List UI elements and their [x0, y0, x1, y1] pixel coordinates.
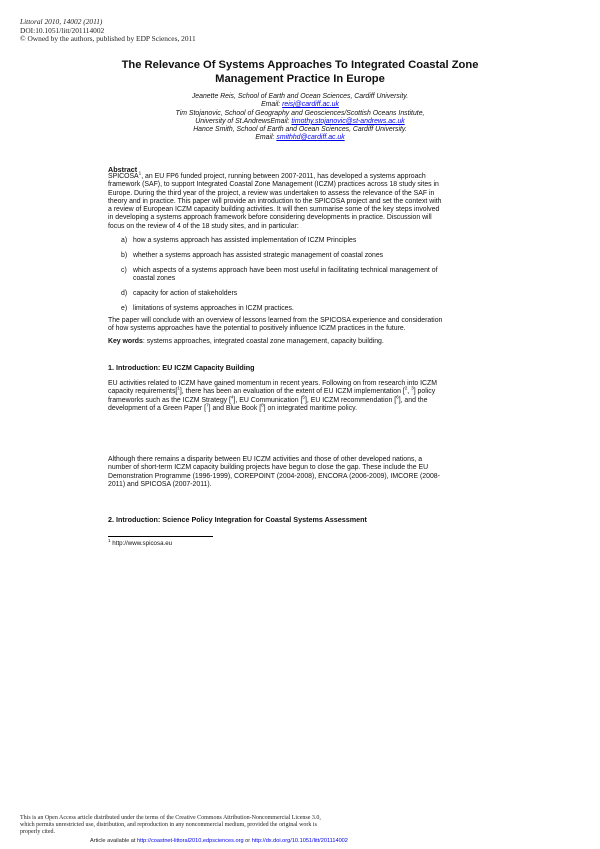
text-span: frameworks such as the ICZM Strategy [ — [108, 396, 231, 404]
text-span: ] and Blue Book [ — [208, 404, 262, 412]
list-text: whether a systems approach has assisted strategic management of coastal zones — [133, 252, 384, 259]
text-line: focus on the review of 4 of the 18 study sites, and in particular: — [108, 222, 299, 230]
text-line: Demonstration Programme (1996-1999), COREPOINT (2004-2008), ENCORA (2006-2009), IMCORE (2008- — [108, 472, 440, 480]
article-link-separator: or — [243, 838, 252, 844]
reference-marker[interactable]: 8 — [261, 402, 264, 408]
copyright-line: © Owned by the authors, published by EDP Sciences, 2011 — [20, 34, 196, 44]
text-line — [108, 394, 494, 405]
list-label: a) — [121, 237, 128, 244]
text-line: Although there remains a disparity between EU ICZM activities and those of other developed nations, a — [108, 456, 423, 463]
license-line: This is an Open Access article distributed under the terms of the Creative Commons Attribution-Noncommercial License 3.0, — [20, 815, 321, 821]
text-line: Europe. During the third year of the project, a review was undertaken to assess the relevance of the SAF in — [108, 189, 435, 197]
footnote — [108, 537, 173, 547]
abstract-heading: Abstract — [108, 165, 138, 174]
text-line — [108, 388, 494, 396]
list-label: d) — [121, 290, 128, 297]
list-text: capacity for action of stakeholders — [133, 290, 238, 297]
email-label: Email: — [261, 101, 283, 109]
email-label: Email: — [255, 134, 277, 142]
article-link-1[interactable]: http://coastnet-littoral2010.edpsciences.org — [136, 838, 244, 844]
license-notice — [20, 815, 400, 837]
reference-marker[interactable]: 2 — [404, 386, 408, 391]
author-1-email-line — [60, 101, 540, 109]
abstract-paragraph-2 — [108, 317, 494, 334]
text-span: , — [407, 388, 412, 396]
list-text: which aspects of a systems approach have been most useful in facilitating technical management of — [133, 267, 438, 274]
list-text: limitations of systems approaches in ICZM practices. — [133, 305, 294, 312]
list-label: b) — [121, 252, 128, 259]
author-3-email-link[interactable]: smithhd@cardiff.ac.uk — [276, 134, 345, 142]
section-2-heading: 2. Introduction: Science Policy Integration for Coastal Systems Assessment — [108, 515, 367, 524]
text-line: number of short-term ICZM capacity building projects have begun to close the gap. These include the EU — [108, 464, 429, 472]
text-line: framework (SAF), to support Integrated Coastal Zone Management (ICZM) practices across 18 study sites in — [108, 181, 439, 189]
footnote-url[interactable]: http://www.spicosa.eu — [110, 540, 173, 547]
text-span: capacity requirements[ — [108, 388, 178, 396]
reference-marker[interactable]: 7 — [206, 402, 209, 408]
reference-marker[interactable]: 3 — [411, 386, 414, 391]
abstract-paragraph-1 — [108, 170, 494, 231]
section-1-paragraph-2 — [108, 456, 494, 489]
article-link-prefix: Article available at — [90, 838, 137, 844]
list-text-continued: coastal zones — [133, 275, 176, 283]
author-block — [60, 93, 540, 143]
text-line: in developing a systems approach framework before considering developments in practice. Discussion will — [108, 214, 432, 222]
journal-header — [20, 18, 196, 44]
text-span: ], there has been an evaluation of the extent of EU ICZM implementation [ — [179, 388, 405, 396]
author-3: Hance Smith, School of Earth and Ocean Sciences, Cardiff University. — [193, 126, 407, 134]
license-line: which permits unrestricted use, distribution, and reproduction in any noncommercial medium, provided the original work is — [20, 822, 317, 829]
author-2-affiliation: University of St.AndrewsEmail: — [195, 117, 292, 125]
text-span: ] on integrated maritime policy. — [263, 404, 357, 412]
title-line-2: Management Practice In Europe — [215, 73, 385, 85]
author-2-email-link[interactable]: timothy.stojanovic@st-andrews.ac.uk — [291, 117, 405, 125]
text-span: , an EU FP6 funded project, running between 2007-2011, has developed a systems approach — [141, 173, 426, 180]
article-availability — [90, 838, 348, 844]
text-span: ], and the — [398, 396, 428, 404]
text-line: 2011) and SPICOSA (2007-2011). — [108, 480, 212, 488]
list-label: e) — [121, 305, 128, 312]
keywords — [108, 338, 494, 346]
reference-marker[interactable]: 4 — [230, 394, 234, 400]
paper-title — [60, 58, 540, 86]
section-1-heading: 1. Introduction: EU ICZM Capacity Building — [108, 363, 255, 372]
title-line-1: The Relevance Of Systems Approaches To Integrated Coastal Zone — [121, 59, 479, 71]
text-line: EU activities related to ICZM have gained momentum in recent years. Following on from research into ICZM — [108, 380, 437, 387]
footnote-marker[interactable]: 1 — [138, 170, 142, 176]
section-1-paragraph-1 — [108, 380, 494, 413]
doi-line: DOI:10.1051/litt/201114002 — [20, 25, 105, 35]
text-line — [108, 170, 494, 181]
reference-marker[interactable]: 6 — [396, 394, 399, 400]
text-line: The paper will conclude with an overview of lessons learned from the SPICOSA experience and consideration — [108, 317, 443, 324]
license-line: properly cited. — [20, 829, 55, 836]
text-span: development of a Green Paper [ — [108, 404, 207, 412]
footnote-rule — [108, 536, 213, 537]
text-line — [108, 402, 494, 413]
author-2-email-line — [60, 118, 540, 126]
journal-line: Littoral 2010, 14002 (2011) — [20, 17, 103, 26]
text-span: SPICOSA — [108, 173, 139, 180]
author-1: Jeanette Reis, School of Earth and Ocean Sciences, Cardiff University. — [191, 93, 409, 100]
text-span: ], EU Communication [ — [233, 396, 303, 404]
keywords-label: Key words — [108, 338, 143, 345]
text-line: a review of European ICZM capacity building activities. It will then summarise some of the key steps involved — [108, 206, 440, 214]
text-line: of how systems approaches have the potential to positively influence ICZM practices in the future. — [108, 325, 406, 333]
reference-marker[interactable]: 5 — [302, 394, 305, 400]
text-span: ], EU ICZM recommendation [ — [304, 396, 397, 404]
reference-marker[interactable]: 1 — [177, 386, 180, 391]
footnote-number: 1 — [108, 537, 111, 543]
keywords-text: : systems approaches, integrated coastal zone management, capacity building. — [142, 338, 384, 345]
author-2: Tim Stojanovic, School of Geography and Geosciences/Scottish Oceans Institute, — [175, 109, 425, 117]
author-3-email-line — [60, 134, 540, 142]
text-span: ] policy — [413, 388, 436, 396]
list-text: how a systems approach has assisted implementation of ICZM Principles — [133, 237, 357, 244]
list-label: c) — [121, 267, 127, 274]
text-line: theory and in practice. This paper will provide an introduction to the SPICOSA project and set the context with — [108, 197, 442, 205]
article-link-2[interactable]: http://dx.doi.org/10.1051/litt/201114002 — [251, 838, 348, 844]
author-1-email-link[interactable]: reisj@cardiff.ac.uk — [282, 101, 339, 109]
